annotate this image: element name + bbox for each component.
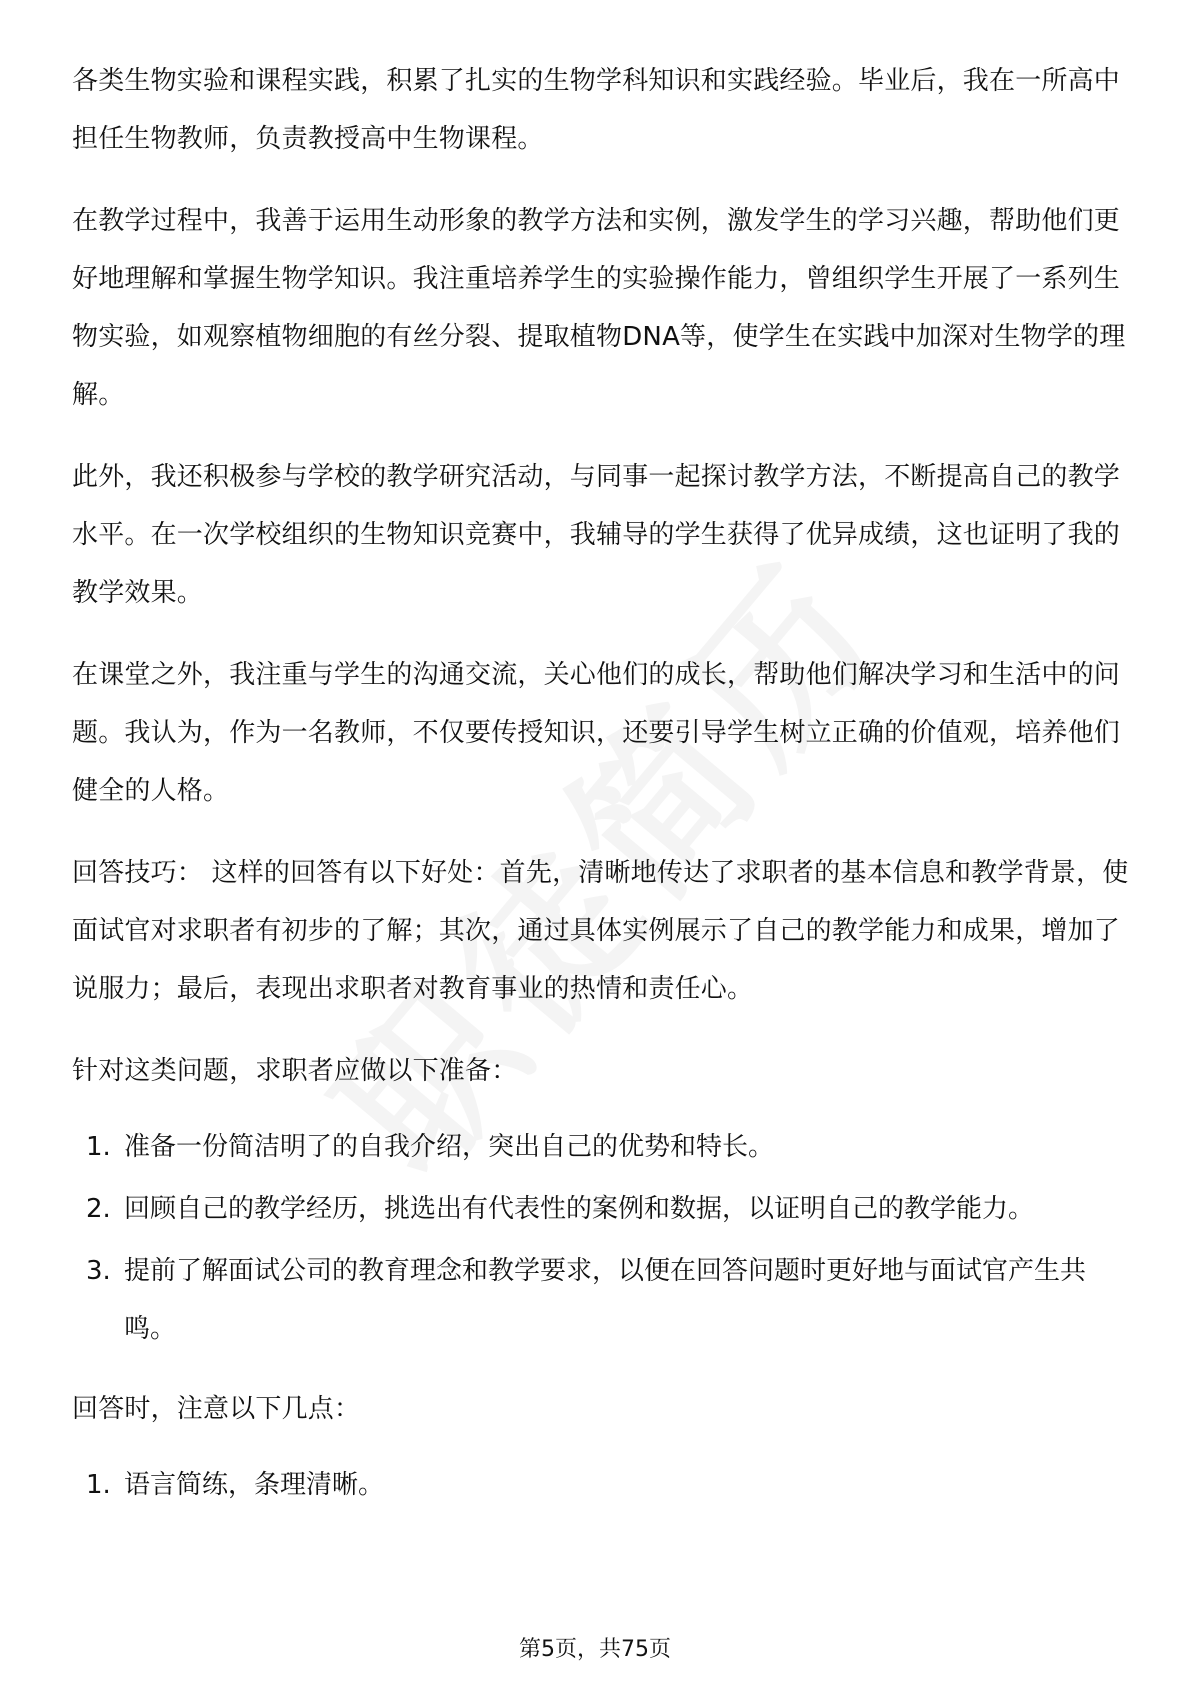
document-body bbox=[72, 52, 1132, 1536]
paragraph-teaching-method: 在教学过程中，我善于运用生动形象的教学方法和实例，激发学生的学习兴趣，帮助他们更好地理解和掌握生物学知识。我注重培养学生的实验操作能力，曾组织学生开展了一系列生物实验，如观察植物细胞的有丝分裂、提取植物DNA等，使学生在实践中加深对生物学的理解。 bbox=[72, 206, 1126, 410]
prep-heading: 针对这类问题，求职者应做以下准备： bbox=[72, 1056, 518, 1086]
paragraph-research: 此外，我还积极参与学校的教学研究活动，与同事一起探讨教学方法，不断提高自己的教学水平。在一次学校组织的生物知识竞赛中，我辅导的学生获得了优异成绩，这也证明了我的教学效果。 bbox=[72, 462, 1121, 608]
paragraph-answer-tips: 回答技巧： 这样的回答有以下好处：首先，清晰地传达了求职者的基本信息和教学背景，使面试官对求职者有初步的了解；其次，通过具体实例展示了自己的教学能力和成果，增加了说服力；最后，表现出求职者对教育事业的热情和责任心。 bbox=[72, 858, 1129, 1004]
list-item bbox=[72, 1456, 1132, 1514]
page-footer: 第5页，共75页 bbox=[519, 1637, 671, 1662]
notes-list bbox=[72, 1456, 1132, 1514]
notes-heading: 回答时，注意以下几点： bbox=[72, 1394, 361, 1424]
list-item-text: 回顾自己的教学经历，挑选出有代表性的案例和数据，以证明自己的教学能力。 bbox=[124, 1194, 1035, 1224]
prep-list bbox=[72, 1118, 1132, 1358]
list-item bbox=[72, 1180, 1132, 1238]
list-number: 3. bbox=[86, 1256, 111, 1286]
list-item-text: 提前了解面试公司的教育理念和教学要求，以便在回答问题时更好地与面试官产生共鸣。 bbox=[124, 1256, 1087, 1344]
list-number: 1. bbox=[86, 1470, 111, 1500]
list-item-text: 语言简练，条理清晰。 bbox=[124, 1470, 385, 1500]
list-item-text: 准备一份简洁明了的自我介绍，突出自己的优势和特长。 bbox=[124, 1132, 775, 1162]
list-item bbox=[72, 1242, 1132, 1358]
list-number: 1. bbox=[86, 1132, 111, 1162]
list-number: 2. bbox=[86, 1194, 111, 1224]
paragraph-education: 各类生物实验和课程实践，积累了扎实的生物学科知识和实践经验。毕业后，我在一所高中担任生物教师，负责教授高中生物课程。 bbox=[72, 66, 1121, 154]
paragraph-student-care: 在课堂之外，我注重与学生的沟通交流，关心他们的成长，帮助他们解决学习和生活中的问题。我认为，作为一名教师，不仅要传授知识，还要引导学生树立正确的价值观，培养他们健全的人格。 bbox=[72, 660, 1121, 806]
list-item bbox=[72, 1118, 1132, 1176]
